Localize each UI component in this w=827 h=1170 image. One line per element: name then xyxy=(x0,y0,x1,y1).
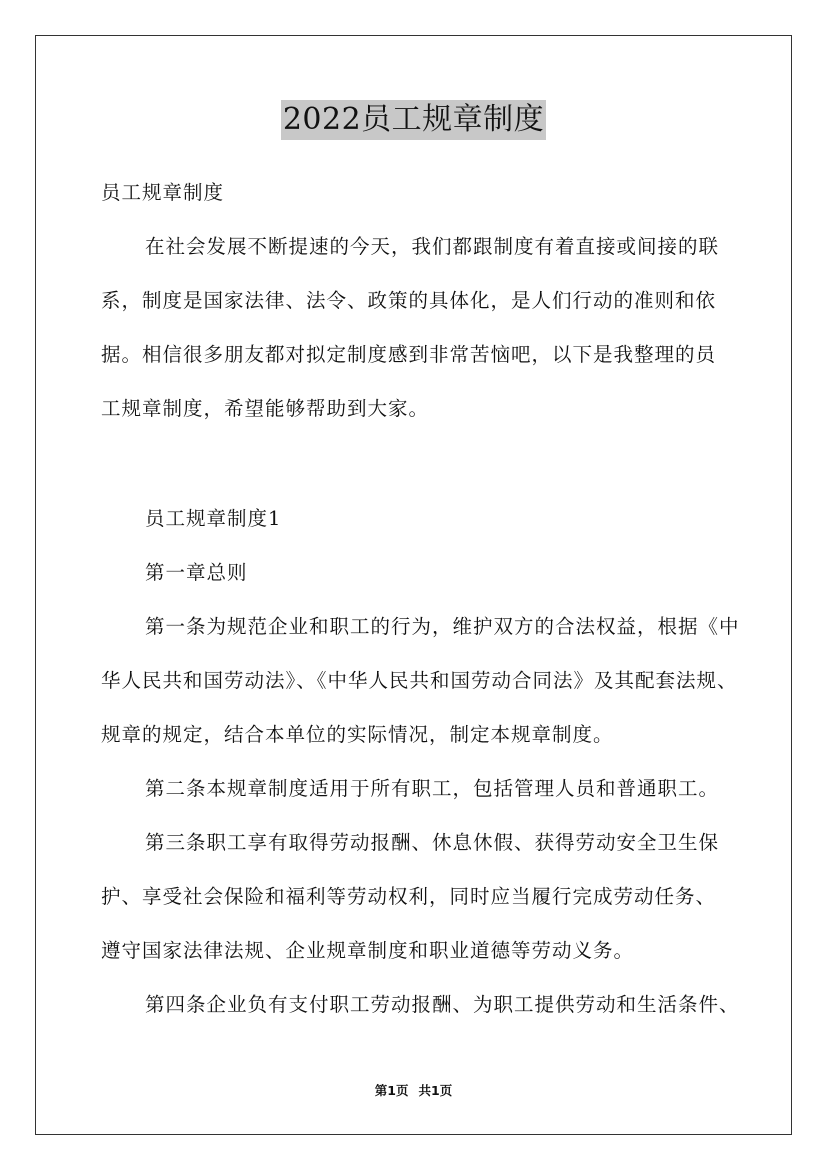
article-4-line-1: 第四条企业负有支付职工劳动报酬、为职工提供劳动和生活条件、 xyxy=(145,993,740,1016)
intro-line-3: 据。相信很多朋友都对拟定制度感到非常苦恼吧，以下是我整理的员 xyxy=(101,343,717,366)
page-footer xyxy=(0,1083,827,1099)
subsection-heading: 员工规章制度1 xyxy=(145,507,282,530)
document-title-text: 2022员工规章制度 xyxy=(281,100,546,140)
document-title xyxy=(0,100,827,140)
article-3-line-2: 护、享受社会保险和福利等劳动权利，同时应当履行完成劳动任务、 xyxy=(101,885,717,908)
chapter-heading: 第一章总则 xyxy=(145,561,248,584)
article-2-line-1: 第二条本规章制度适用于所有职工，包括管理人员和普通职工。 xyxy=(145,777,720,800)
article-3-line-1: 第三条职工享有取得劳动报酬、休息休假、获得劳动安全卫生保 xyxy=(145,831,720,854)
intro-line-2: 系，制度是国家法律、法令、政策的具体化，是人们行动的准则和依 xyxy=(101,289,717,312)
intro-line-1: 在社会发展不断提速的今天，我们都跟制度有着直接或间接的联 xyxy=(145,235,720,258)
page-total: 共1页 xyxy=(418,1083,453,1098)
section-heading: 员工规章制度 xyxy=(101,181,225,204)
article-1-line-2: 华人民共和国劳动法》、《中华人民共和国劳动合同法》及其配套法规、 xyxy=(101,669,738,692)
article-1-line-1: 第一条为规范企业和职工的行为，维护双方的合法权益，根据《中 xyxy=(145,615,740,638)
article-1-line-3: 规章的规定，结合本单位的实际情况，制定本规章制度。 xyxy=(101,723,614,746)
article-3-line-3: 遵守国家法律法规、企业规章制度和职业道德等劳动义务。 xyxy=(101,939,635,962)
intro-line-4: 工规章制度，希望能够帮助到大家。 xyxy=(101,397,430,420)
page-number: 第1页 xyxy=(374,1083,409,1098)
